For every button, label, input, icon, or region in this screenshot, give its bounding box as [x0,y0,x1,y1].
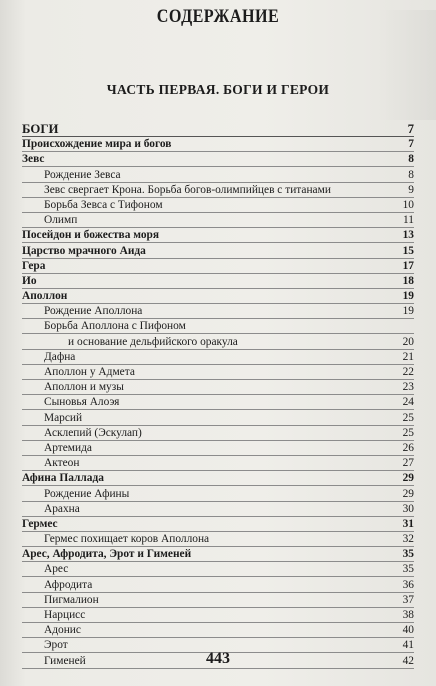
toc-entry-page: 31 [402,517,414,530]
toc-entry-page: 29 [402,472,414,485]
toc-entry-page: 38 [402,609,414,621]
toc-entry-page: 35 [402,548,414,561]
toc-entry-title: Асклепий (Эскулап) [44,426,142,439]
toc-entry [22,562,414,577]
toc-entry-title: Дафна [44,350,76,363]
toc-entry-page: 15 [402,244,414,257]
toc-entry-page: 29 [402,487,414,500]
toc-entry-page: 19 [402,290,414,303]
toc-entry-title: Олимп [44,214,78,227]
toc-entry [22,593,414,608]
toc-entry [22,118,414,137]
toc-entry-page: 9 [408,183,414,196]
toc-entry-title: Арахна [44,502,80,515]
toc-entry-title: БОГИ [22,122,59,136]
toc-entry-title: Аполлон [22,290,68,303]
page-number: 443 [206,650,230,667]
toc-entry [22,441,414,456]
toc-entry-page: 35 [402,563,414,576]
toc-entry [22,517,414,532]
toc-entry-title: Эрот [44,639,68,652]
toc-entry [22,502,414,517]
toc-entry-title: Артемида [44,441,92,454]
toc-entry-title: Пигмалион [44,593,99,606]
toc-entry-page: 40 [402,624,414,637]
toc-entry-title: Гера [22,259,46,272]
toc-entry [22,243,414,258]
toc-entry-page: 20 [402,335,414,348]
toc-entry-title: Зевс свергает Крона. Борьба богов-олимпийцев с титанами [44,183,331,196]
toc-entry-page: 32 [402,533,414,546]
toc-entry-title: Арес [44,563,69,576]
toc-entry-page: 37 [402,593,414,606]
toc-entry [22,152,414,167]
toc-entry-page: 10 [402,198,414,211]
toc-entry [22,350,414,365]
toc-entry [22,532,414,547]
toc-entry [22,608,414,623]
toc-entry-title: Адонис [44,624,81,637]
toc-entry-page: 41 [402,639,414,652]
toc-entry [22,213,414,228]
toc-entry-title: Борьба Аполлона с Пифоном [44,320,186,333]
toc-entry [22,395,414,410]
toc-entry-page: 18 [402,274,414,287]
toc-entry-page: 21 [402,350,414,363]
toc-entry [22,623,414,638]
toc-entry-title: Сыновья Алоэя [44,396,120,409]
toc-entry-title: Зевс [22,153,45,166]
toc-entry-page: 42 [402,654,414,667]
part-heading: ЧАСТЬ ПЕРВАЯ. БОГИ И ГЕРОИ [106,82,330,97]
table-of-contents [22,118,414,669]
toc-entry [22,456,414,471]
toc-entry-page: 7 [408,138,414,151]
toc-entry-page: 24 [402,396,414,409]
toc-entry-page: 22 [402,366,414,378]
toc-entry-title: Рождение Зевса [44,168,121,181]
toc-entry-page: 13 [402,229,414,242]
toc-entry-page: 8 [408,153,414,166]
toc-entry-title: Аполлон у Адмета [44,366,135,378]
toc-entry-title: Нарцисс [44,609,86,621]
toc-entry-title: Актеон [44,457,80,470]
toc-entry-title: Аполлон и музы [44,381,124,394]
toc-entry-title: Царство мрачного Аида [22,244,146,257]
toc-entry-page: 7 [407,122,414,136]
toc-entry-title: Афина Паллада [22,472,104,485]
toc-entry-page: 25 [402,426,414,439]
toc-entry-page: 36 [402,578,414,591]
toc-entry-title: Гермес похищает коров Аполлона [44,533,210,546]
toc-entry [22,228,414,243]
toc-entry-page: 25 [402,411,414,424]
toc-entry-title: Афродита [44,578,93,591]
toc-entry [22,319,414,334]
toc-entry-title: Гермес [22,517,58,530]
toc-entry-page: 26 [402,441,414,454]
toc-entry [22,486,414,501]
toc-entry [22,426,414,441]
toc-entry-title: и основание дельфийского оракула [68,335,238,348]
toc-entry-title: Рождение Афины [44,487,130,500]
toc-entry-title: Посейдон и божества моря [22,229,160,242]
toc-entry [22,380,414,395]
toc-entry-page: 11 [403,214,414,227]
toc-entry-page: 30 [402,502,414,515]
toc-entry-page: 19 [402,305,414,318]
toc-entry-title: Борьба Зевса с Тифоном [44,198,163,211]
toc-entry [22,547,414,562]
toc-entry [22,259,414,274]
toc-entry-title: Арес, Афродита, Эрот и Гименей [22,548,192,561]
toc-entry-title: Марсий [44,411,83,424]
toc-entry-title: Гименей [44,654,86,667]
toc-entry-page: 17 [402,259,414,272]
toc-entry-page: 27 [402,457,414,470]
toc-entry-title: Происхождение мира и богов [22,138,172,151]
toc-entry [22,471,414,486]
toc-entry [22,183,414,198]
toc-entry-title: Рождение Аполлона [44,305,143,318]
toc-entry-page: 23 [402,381,414,394]
toc-entry [22,334,414,349]
toc-entry [22,304,414,319]
page-title: СОДЕРЖАНИЕ [156,6,280,27]
toc-entry [22,410,414,425]
toc-entry [22,274,414,289]
toc-entry [22,167,414,182]
toc-entry [22,577,414,592]
toc-entry-page: 8 [408,168,414,181]
toc-entry [22,198,414,213]
toc-entry [22,137,414,152]
toc-entry [22,365,414,380]
toc-entry [22,289,414,304]
toc-entry-title: Ио [22,274,37,287]
